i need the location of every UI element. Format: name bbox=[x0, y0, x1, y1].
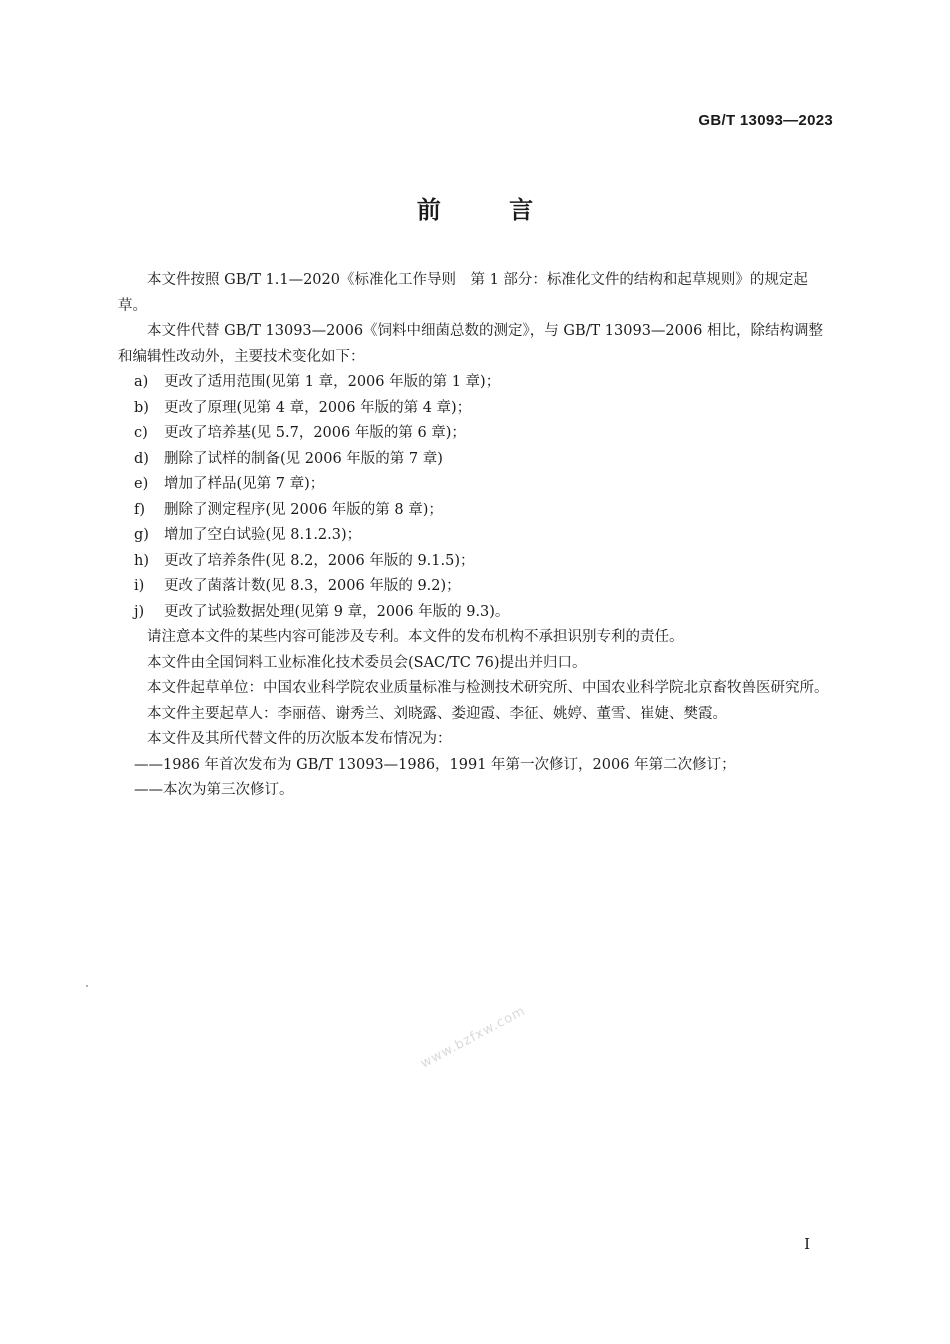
list-marker: g) bbox=[134, 527, 149, 543]
list-item-text: 增加了样品(见第 7 章)； bbox=[164, 476, 325, 492]
history-item: ——本次为第三次修订。 bbox=[134, 782, 294, 798]
paragraph-drafters: 本文件主要起草人：李丽蓓、谢秀兰、刘晓露、娄迎霞、李征、姚婷、董雪、崔婕、樊霞。 bbox=[147, 705, 727, 722]
list-item-text: 更改了适用范围(见第 1 章，2006 年版的第 1 章)； bbox=[164, 374, 501, 390]
paragraph-history-intro: 本文件及其所代替文件的历次版本发布情况为： bbox=[147, 731, 452, 747]
list-item-text: 更改了试验数据处理(见第 9 章，2006 年版的 9.3)。 bbox=[164, 603, 510, 620]
list-marker: i) bbox=[134, 578, 145, 594]
watermark: www.bzfxw.com bbox=[418, 1003, 529, 1072]
list-marker: h) bbox=[134, 552, 149, 569]
list-marker: b) bbox=[134, 399, 149, 416]
list-item bbox=[118, 370, 836, 396]
history-list bbox=[118, 753, 836, 804]
paragraph-drafting-basis: 本文件按照 GB/T 1.1—2020《标准化工作导则 第 1 部分：标准化文件的结构和起草规则》的规定起草。 bbox=[118, 272, 808, 314]
list-item bbox=[118, 523, 836, 549]
paragraph-drafting-units: 本文件起草单位：中国农业科学院农业质量标准与检测技术研究所、中国农业科学院北京畜牧兽医研究所。 bbox=[147, 680, 829, 696]
list-item bbox=[118, 421, 836, 447]
list-item bbox=[118, 574, 836, 600]
document-body bbox=[118, 268, 836, 804]
list-item-text: 更改了原理(见第 4 章，2006 年版的第 4 章)； bbox=[164, 399, 472, 416]
paragraph-replaces: 本文件代替 GB/T 13093—2006《饲料中细菌总数的测定》，与 GB/T 13093—2006 相比，除结构调整和编辑性改动外，主要技术变化如下： bbox=[118, 323, 823, 365]
standard-code: GB/T 13093—2023 bbox=[698, 112, 833, 129]
list-item bbox=[118, 472, 836, 498]
page-title: 前 言 bbox=[416, 196, 564, 224]
paragraph-patent-notice: 请注意本文件的某些内容可能涉及专利。本文件的发布机构不承担识别专利的责任。 bbox=[147, 629, 684, 645]
list-item bbox=[118, 447, 836, 473]
history-item: ——1986 年首次发布为 GB/T 13093—1986，1991 年第一次修订，2006 年第二次修订； bbox=[134, 756, 736, 773]
list-marker: c) bbox=[134, 425, 148, 441]
list-item bbox=[118, 396, 836, 422]
list-marker: a) bbox=[134, 374, 149, 390]
list-item-text: 删除了试样的制备(见 2006 年版的第 7 章) bbox=[164, 450, 443, 467]
list-item bbox=[118, 498, 836, 524]
list-item-text: 更改了培养基(见 5.7，2006 年版的第 6 章)； bbox=[164, 425, 466, 441]
paragraph-proposed-by: 本文件由全国饲料工业标准化技术委员会(SAC/TC 76)提出并归口。 bbox=[147, 654, 587, 671]
list-marker: d) bbox=[134, 450, 149, 467]
list-item-text: 增加了空白试验(见 8.1.2.3)； bbox=[164, 527, 362, 543]
scan-speck bbox=[86, 985, 88, 987]
list-item-text: 删除了测定程序(见 2006 年版的第 8 章)； bbox=[164, 501, 443, 518]
list-marker: f) bbox=[134, 501, 146, 518]
list-item-text: 更改了菌落计数(见 8.3，2006 年版的 9.2)； bbox=[164, 578, 461, 594]
list-marker: e) bbox=[134, 476, 149, 492]
list-item bbox=[118, 600, 836, 626]
changes-list bbox=[118, 370, 836, 625]
list-item bbox=[118, 549, 836, 575]
list-item-text: 更改了培养条件(见 8.2，2006 年版的 9.1.5)； bbox=[164, 552, 475, 569]
page-number: I bbox=[804, 1235, 810, 1253]
list-marker: j) bbox=[134, 603, 145, 620]
